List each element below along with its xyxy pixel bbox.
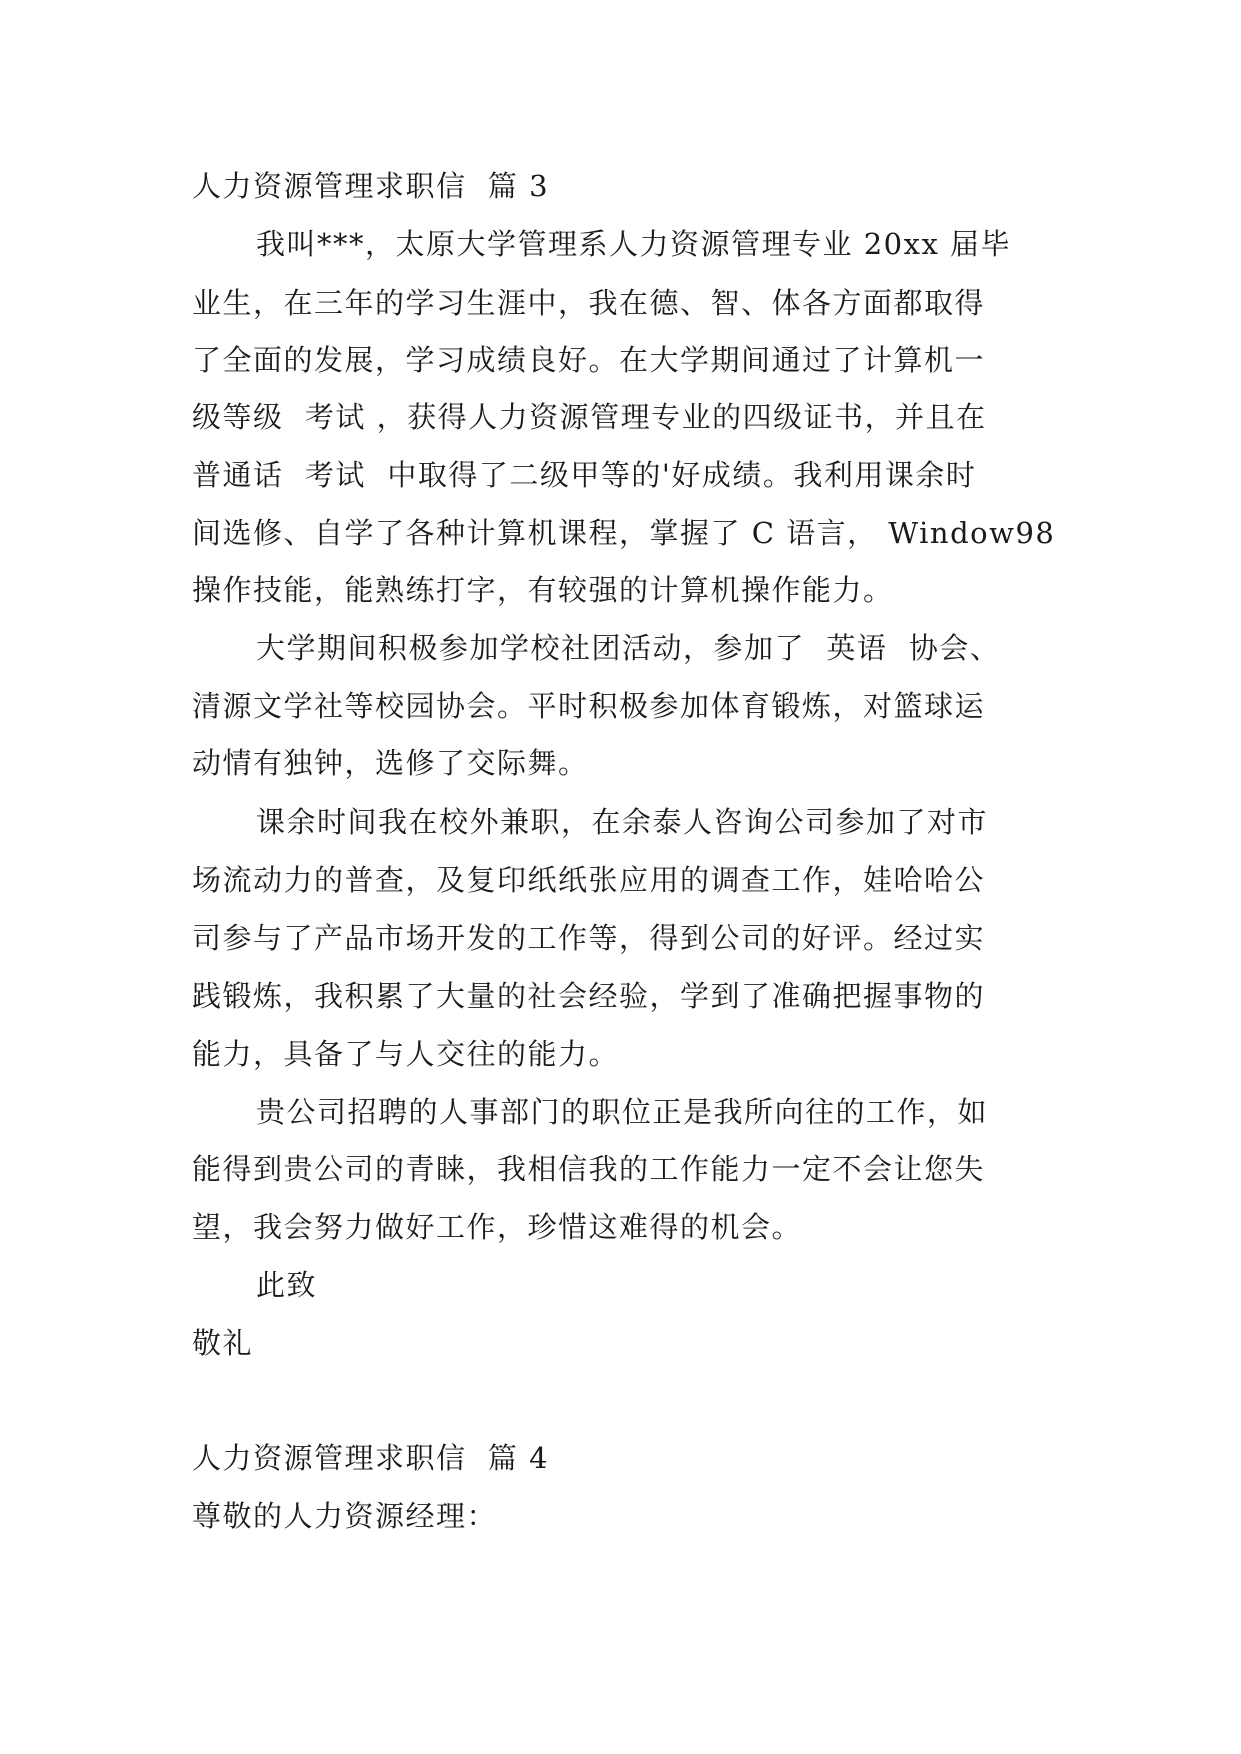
paragraph-line: 普通话 考试 中取得了二级甲等的'好成绩。我利用课余时 bbox=[192, 458, 977, 492]
paragraph-line: 大学期间积极参加学校社团活动，参加了 英语 协会、 bbox=[256, 631, 1001, 665]
salutation: 尊敬的人力资源经理： bbox=[192, 1499, 498, 1533]
paragraph-line: 业生，在三年的学习生涯中，我在德、智、体各方面都取得 bbox=[192, 286, 986, 320]
paragraph-line: 望，我会努力做好工作，珍惜这难得的机会。 bbox=[192, 1210, 803, 1244]
paragraph-line: 我叫***，太原大学管理系人力资源管理专业 20xx 届毕 bbox=[256, 227, 1012, 261]
closing-line: 此致 bbox=[256, 1268, 318, 1302]
paragraph-line: 能得到贵公司的青睐，我相信我的工作能力一定不会让您失 bbox=[192, 1152, 986, 1186]
paragraph-line: 清源文学社等校园协会。平时积极参加体育锻炼，对篮球运 bbox=[192, 689, 986, 723]
paragraph-line: 了全面的发展，学习成绩良好。在大学期间通过了计算机一 bbox=[192, 343, 986, 377]
section-heading: 人力资源管理求职信 篇 4 bbox=[192, 1441, 550, 1475]
paragraph-line: 操作技能，能熟练打字，有较强的计算机操作能力。 bbox=[192, 573, 894, 607]
paragraph-line: 司参与了产品市场开发的工作等，得到公司的好评。经过实 bbox=[192, 921, 986, 955]
paragraph-line: 能力，具备了与人交往的能力。 bbox=[192, 1037, 620, 1071]
section-heading: 人力资源管理求职信 篇 3 bbox=[192, 169, 550, 203]
paragraph-line: 间选修、自学了各种计算机课程，掌握了 C 语言， Window98 bbox=[192, 516, 1056, 550]
closing-salute: 敬礼 bbox=[192, 1326, 254, 1360]
paragraph-line: 课余时间我在校外兼职，在余泰人咨询公司参加了对市 bbox=[256, 805, 989, 839]
paragraph-line: 场流动力的普查，及复印纸纸张应用的调查工作，娃哈哈公 bbox=[192, 863, 986, 897]
paragraph-line: 贵公司招聘的人事部门的职位正是我所向往的工作，如 bbox=[256, 1095, 989, 1129]
paragraph-line: 级等级 考试 ，获得人力资源管理专业的四级证书，并且在 bbox=[192, 400, 987, 434]
paragraph-line: 践锻炼，我积累了大量的社会经验，学到了准确把握事物的 bbox=[192, 979, 986, 1013]
paragraph-line: 动情有独钟，选修了交际舞。 bbox=[192, 746, 589, 780]
